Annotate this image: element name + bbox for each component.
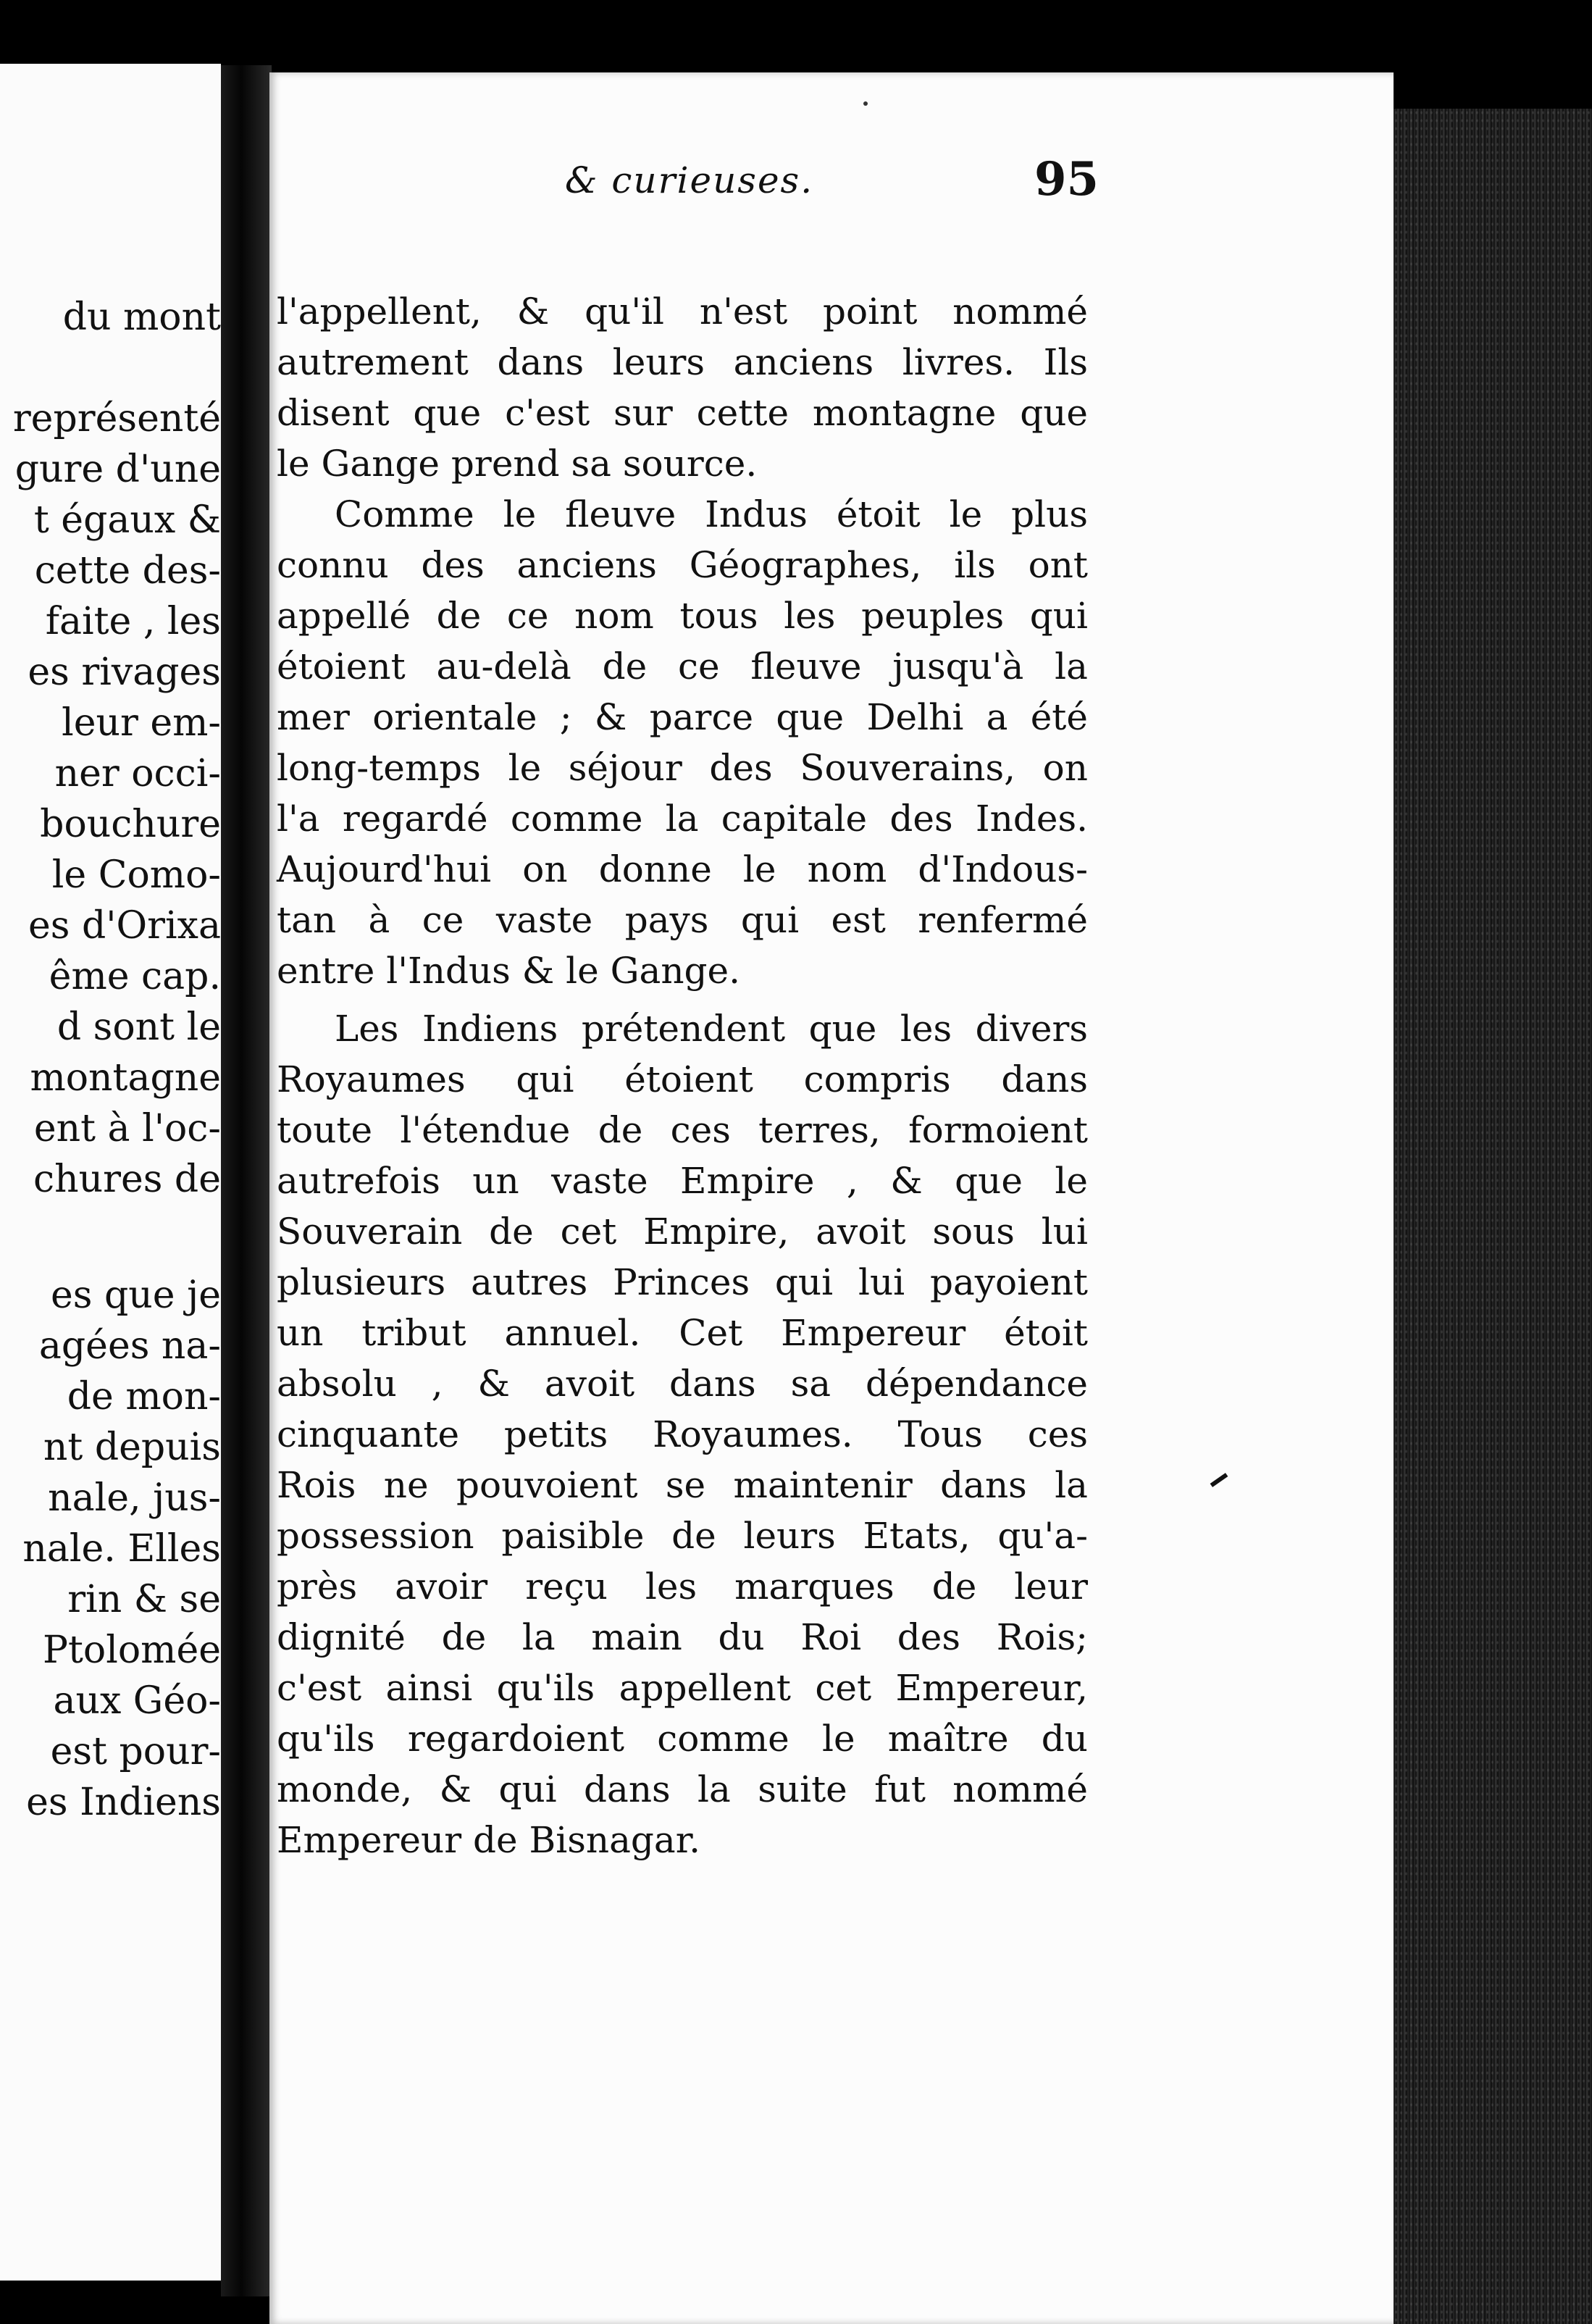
running-head: & curieuses. <box>565 159 814 201</box>
text-line: possession paisible de leurs Etats, qu'a- <box>277 1515 1088 1557</box>
text-line: l'appellent, & qu'il n'est point nommé <box>277 290 1088 333</box>
left-line: es rivages <box>28 651 221 694</box>
text-line: l'a regardé comme la capitale des Indes. <box>277 798 1088 840</box>
text-line: Aujourd'hui on donne le nom d'Indous- <box>277 848 1088 890</box>
text-line: tan à ce vaste pays qui est renfermé <box>277 899 1088 941</box>
text-line: disent que c'est sur cette montagne que <box>277 392 1088 434</box>
left-line: es d'Orixa <box>28 904 221 948</box>
left-line: le Como- <box>51 853 221 897</box>
left-line: es que je <box>51 1274 221 1317</box>
left-line: d sont le <box>56 1006 221 1049</box>
left-line: cette des- <box>34 549 221 593</box>
left-page <box>0 64 221 2281</box>
left-line: est pour- <box>50 1730 221 1773</box>
left-line: faite , les <box>45 600 221 643</box>
text-line: plusieurs autres Princes qui lui payoient <box>277 1261 1088 1303</box>
left-line: aux Géo- <box>53 1679 221 1723</box>
text-line: appellé de ce nom tous les peuples qui <box>277 595 1088 637</box>
text-line: toute l'étendue de ces terres, formoient <box>277 1109 1088 1151</box>
left-line: es Indiens <box>26 1781 221 1824</box>
text-line: étoient au-delà de ce fleuve jusqu'à la <box>277 645 1088 687</box>
book-gutter <box>221 65 272 2296</box>
page-edges-texture <box>1394 109 1592 2324</box>
left-line: nt depuis <box>43 1426 221 1469</box>
left-line: ent à l'oc- <box>33 1107 221 1150</box>
text-line: qu'ils regardoient comme le maître du <box>277 1718 1088 1760</box>
text-line: long-temps le séjour des Souverains, on <box>277 747 1088 789</box>
left-line: montagne <box>30 1056 221 1100</box>
text-line: entre l'Indus & le Gange. <box>277 950 741 992</box>
text-line: dignité de la main du Roi des Rois; <box>277 1616 1088 1658</box>
text-line: Empereur de Bisnagar. <box>277 1819 701 1861</box>
left-line: nale, jus- <box>48 1476 221 1520</box>
text-line: mer orientale ; & parce que Delhi a été <box>277 696 1088 738</box>
ink-speck <box>863 101 868 106</box>
left-line: ême cap. <box>49 955 221 998</box>
text-line: un tribut annuel. Cet Empereur étoit <box>277 1312 1088 1354</box>
page-number: 95 <box>1034 152 1099 206</box>
text-line: Comme le fleuve Indus étoit le plus <box>335 493 1088 535</box>
text-line: près avoir reçu les marques de leur <box>277 1566 1088 1608</box>
text-line: c'est ainsi qu'ils appellent cet Empereur, <box>277 1667 1088 1709</box>
text-line: connu des anciens Géographes, ils ont <box>277 544 1088 586</box>
text-line: absolu , & avoit dans sa dépendance <box>277 1363 1088 1405</box>
text-line: autrefois un vaste Empire , & que le <box>277 1160 1088 1202</box>
text-line: le Gange prend sa source. <box>277 443 758 485</box>
left-line: t égaux & <box>33 498 221 542</box>
left-line: bouchure <box>40 803 221 846</box>
left-line: représenté <box>12 397 221 440</box>
text-line: cinquante petits Royaumes. Tous ces <box>277 1413 1088 1455</box>
text-line: autrement dans leurs anciens livres. Ils <box>277 341 1088 383</box>
left-line: ner occi- <box>54 752 221 795</box>
left-line: agées na- <box>38 1324 221 1368</box>
text-line: Rois ne pouvoient se maintenir dans la <box>277 1464 1088 1506</box>
left-line: Ptolomée <box>43 1629 221 1672</box>
left-line: leur em- <box>62 701 221 745</box>
left-line: de mon- <box>67 1375 221 1418</box>
text-line: Souverain de cet Empire, avoit sous lui <box>277 1211 1088 1253</box>
left-line: chures de <box>33 1158 221 1201</box>
text-line: Les Indiens prétendent que les divers <box>335 1008 1088 1050</box>
left-line: gure d'une <box>14 448 221 491</box>
text-line: Royaumes qui étoient compris dans <box>277 1058 1088 1100</box>
left-line: nale. Elles <box>22 1527 221 1571</box>
left-line: du mont <box>62 296 221 339</box>
left-line: rin & se <box>67 1578 221 1621</box>
text-line: monde, & qui dans la suite fut nommé <box>277 1768 1088 1810</box>
